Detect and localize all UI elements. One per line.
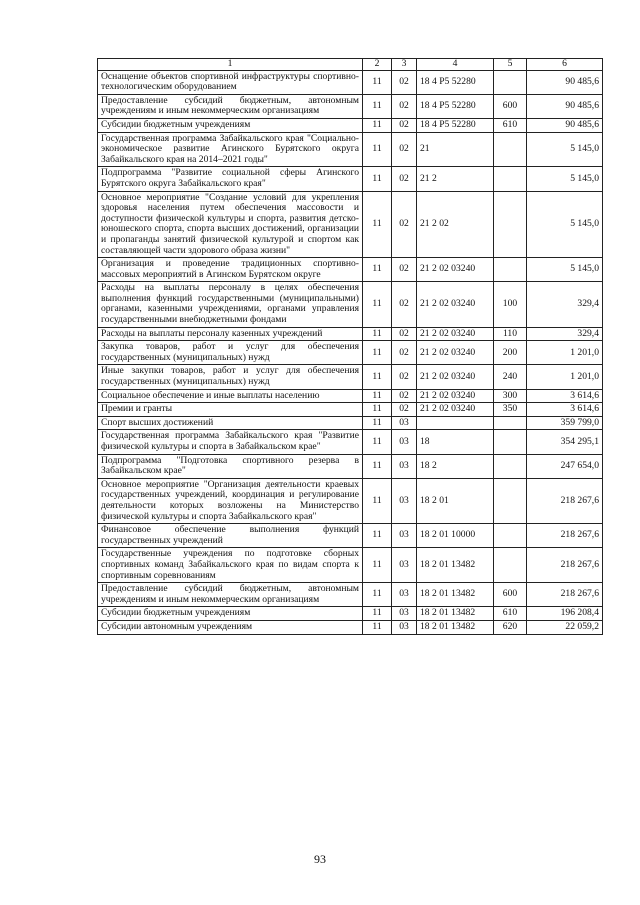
row-expense-type: 350 [494,403,527,417]
row-expense-type: 240 [494,365,527,389]
row-subsection: 02 [392,389,417,403]
row-amount: 5 145,0 [527,132,603,167]
row-target-code: 21 2 02 03240 [417,258,494,282]
row-subsection: 03 [392,548,417,583]
row-section: 11 [363,620,392,634]
col-header-3: 3 [392,59,417,71]
row-subsection: 02 [392,132,417,167]
row-amount: 196 208,4 [527,607,603,621]
row-subsection: 03 [392,416,417,430]
row-section: 11 [363,132,392,167]
row-subsection: 02 [392,403,417,417]
row-expense-type [494,548,527,583]
row-amount: 354 295,1 [527,430,603,454]
row-target-code [417,416,494,430]
row-name: Предоставление субсидий бюджетным, автономным учреждениям и иным некоммерческим организациям [98,583,363,607]
row-section: 11 [363,167,392,191]
row-subsection: 02 [392,282,417,327]
row-section: 11 [363,607,392,621]
row-name: Спорт высших достижений [98,416,363,430]
col-header-2: 2 [363,59,392,71]
row-target-code: 18 4 P5 52280 [417,70,494,94]
row-expense-type: 300 [494,389,527,403]
row-name: Государственная программа Забайкальского края "Социально-экономическое развитие Агинского Бурятского округа Забайкальского края на 2014–2021 годы" [98,132,363,167]
col-header-4: 4 [417,59,494,71]
row-subsection: 03 [392,583,417,607]
row-name: Расходы на выплаты персоналу казенных учреждений [98,327,363,341]
row-target-code: 21 [417,132,494,167]
table-row [98,70,603,94]
table-row [98,341,603,365]
row-section: 11 [363,454,392,478]
row-expense-type: 610 [494,118,527,132]
table-body [98,70,603,634]
table-row [98,548,603,583]
row-subsection: 03 [392,620,417,634]
row-target-code: 18 2 01 13482 [417,620,494,634]
row-amount: 90 485,6 [527,118,603,132]
row-section: 11 [363,327,392,341]
table-row [98,620,603,634]
row-subsection: 02 [392,118,417,132]
row-section: 11 [363,430,392,454]
table-row [98,132,603,167]
row-name: Социальное обеспечение и иные выплаты населению [98,389,363,403]
row-subsection: 03 [392,478,417,523]
row-section: 11 [363,94,392,118]
table-row [98,365,603,389]
row-subsection: 02 [392,167,417,191]
col-header-6: 6 [527,59,603,71]
row-expense-type: 100 [494,282,527,327]
row-amount: 5 145,0 [527,191,603,258]
row-amount: 3 614,6 [527,403,603,417]
row-subsection: 03 [392,454,417,478]
row-amount: 218 267,6 [527,583,603,607]
row-name: Иные закупки товаров, работ и услуг для обеспечения государственных (муниципальных) нужд [98,365,363,389]
row-expense-type: 620 [494,620,527,634]
row-name: Государственные учреждения по подготовке сборных спортивных команд Забайкальского края по видам спорта к спортивным соревнованиям [98,548,363,583]
table-row [98,327,603,341]
row-expense-type [494,70,527,94]
row-subsection: 03 [392,607,417,621]
row-expense-type: 200 [494,341,527,365]
row-section: 11 [363,70,392,94]
row-target-code: 21 2 02 03240 [417,282,494,327]
table-row [98,454,603,478]
row-amount: 90 485,6 [527,70,603,94]
table-row [98,282,603,327]
row-expense-type [494,258,527,282]
row-amount: 218 267,6 [527,478,603,523]
row-expense-type [494,430,527,454]
row-section: 11 [363,365,392,389]
row-expense-type: 600 [494,94,527,118]
row-amount: 218 267,6 [527,524,603,548]
row-expense-type [494,132,527,167]
row-subsection: 02 [392,258,417,282]
row-target-code: 18 2 01 13482 [417,583,494,607]
table-row [98,258,603,282]
row-name: Организация и проведение традиционных спортивно-массовых мероприятий в Агинском Бурятском округе [98,258,363,282]
row-amount: 247 654,0 [527,454,603,478]
row-section: 11 [363,416,392,430]
row-amount: 329,4 [527,327,603,341]
row-amount: 3 614,6 [527,389,603,403]
row-section: 11 [363,583,392,607]
row-expense-type [494,478,527,523]
table-row [98,94,603,118]
row-target-code: 21 2 02 03240 [417,327,494,341]
row-name: Государственная программа Забайкальского края "Развитие физической культуры и спорта в Забайкальском крае" [98,430,363,454]
row-expense-type [494,416,527,430]
row-subsection: 03 [392,524,417,548]
row-section: 11 [363,524,392,548]
row-name: Субсидии бюджетным учреждениям [98,118,363,132]
row-amount: 329,4 [527,282,603,327]
row-subsection: 02 [392,327,417,341]
row-section: 11 [363,341,392,365]
row-section: 11 [363,282,392,327]
row-target-code: 21 2 02 03240 [417,365,494,389]
row-target-code: 21 2 02 03240 [417,389,494,403]
row-section: 11 [363,548,392,583]
table-row [98,430,603,454]
row-target-code: 18 2 01 [417,478,494,523]
row-subsection: 03 [392,430,417,454]
row-name: Предоставление субсидий бюджетным, автономным учреждениям и иным некоммерческим организациям [98,94,363,118]
row-target-code: 18 2 [417,454,494,478]
row-section: 11 [363,258,392,282]
row-name: Подпрограмма "Подготовка спортивного резерва в Забайкальском крае" [98,454,363,478]
row-expense-type: 610 [494,607,527,621]
budget-table [97,58,603,635]
table-row [98,607,603,621]
row-target-code: 18 [417,430,494,454]
row-amount: 5 145,0 [527,167,603,191]
row-target-code: 18 4 P5 52280 [417,118,494,132]
table-row [98,191,603,258]
row-expense-type [494,191,527,258]
row-target-code: 18 4 P5 52280 [417,94,494,118]
row-section: 11 [363,478,392,523]
row-target-code: 21 2 02 03240 [417,403,494,417]
row-amount: 22 059,2 [527,620,603,634]
row-name: Премии и гранты [98,403,363,417]
row-name: Подпрограмма "Развитие социальной сферы Агинского Бурятского округа Забайкальского края" [98,167,363,191]
row-expense-type: 600 [494,583,527,607]
row-target-code: 18 2 01 10000 [417,524,494,548]
table-row [98,403,603,417]
row-expense-type: 110 [494,327,527,341]
row-section: 11 [363,191,392,258]
row-amount: 1 201,0 [527,365,603,389]
table-row [98,524,603,548]
row-amount: 359 799,0 [527,416,603,430]
page-number: 93 [314,852,326,866]
row-expense-type [494,454,527,478]
row-expense-type [494,167,527,191]
row-name: Закупка товаров, работ и услуг для обеспечения государственных (муниципальных) нужд [98,341,363,365]
table-row [98,583,603,607]
table-header-row [98,59,603,71]
row-name: Основное мероприятие "Организация деятельности краевых государственных учреждений, координация и регулирование деятельности которых возложены на Министерство физической культуры и спорта Забайкальского края" [98,478,363,523]
row-subsection: 02 [392,94,417,118]
row-amount: 5 145,0 [527,258,603,282]
table-row [98,416,603,430]
row-subsection: 02 [392,365,417,389]
row-expense-type [494,524,527,548]
row-target-code: 18 2 01 13482 [417,548,494,583]
row-amount: 1 201,0 [527,341,603,365]
row-target-code: 21 2 02 [417,191,494,258]
row-subsection: 02 [392,70,417,94]
table-row [98,478,603,523]
col-header-1: 1 [98,59,363,71]
row-name: Расходы на выплаты персоналу в целях обеспечения выполнения функций государственными (муниципальными) органами, казенными учреждениями, органами управления государственными внебюджетными фондами [98,282,363,327]
row-amount: 90 485,6 [527,94,603,118]
row-target-code: 18 2 01 13482 [417,607,494,621]
row-section: 11 [363,389,392,403]
row-section: 11 [363,403,392,417]
row-target-code: 21 2 02 03240 [417,341,494,365]
table-row [98,389,603,403]
row-name: Оснащение объектов спортивной инфраструктуры спортивно-технологическим оборудованием [98,70,363,94]
row-name: Субсидии бюджетным учреждениям [98,607,363,621]
row-name: Финансовое обеспечение выполнения функций государственных учреждений [98,524,363,548]
row-name: Основное мероприятие "Создание условий для укрепления здоровья населения путем обеспечения массовости и доступности физической культуры и спорта, развития детско-юношеского спорта, спорта высших достижений, организации и пропаганды занятий физической культурой и спортом как составляющей части здорового образа жизни" [98,191,363,258]
row-amount: 218 267,6 [527,548,603,583]
row-section: 11 [363,118,392,132]
table-row [98,167,603,191]
table-row [98,118,603,132]
row-name: Субсидии автономным учреждениям [98,620,363,634]
row-subsection: 02 [392,191,417,258]
col-header-5: 5 [494,59,527,71]
row-subsection: 02 [392,341,417,365]
row-target-code: 21 2 [417,167,494,191]
